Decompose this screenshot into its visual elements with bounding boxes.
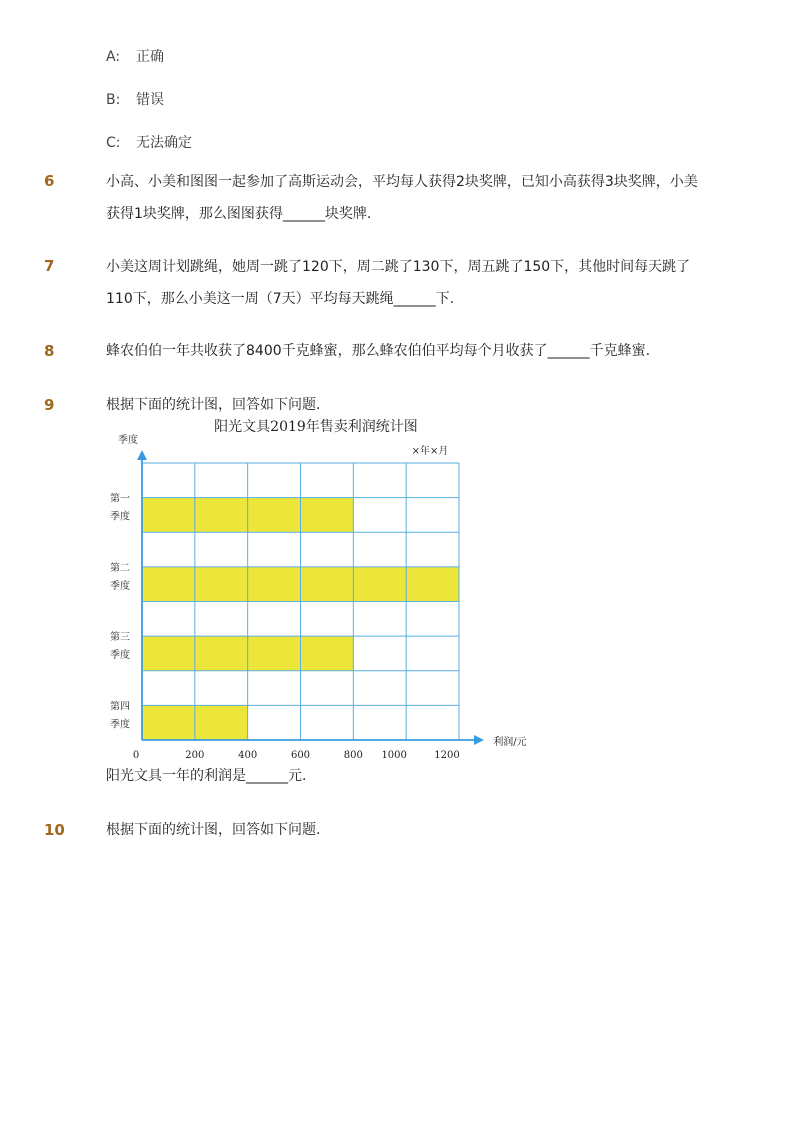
x-axis-label: 利润/元 xyxy=(493,737,527,748)
question-6-line1: 小高、小美和图图一起参加了高斯运动会，平均每人获得2块奖牌，已知小高获得3块奖牌，小美 xyxy=(106,174,698,190)
question-6-text xyxy=(106,166,726,230)
chart-title: 阳光文具2019年售卖利润统计图 xyxy=(214,419,418,435)
question-9-answer-line xyxy=(106,760,726,792)
x-tick-label: 600 xyxy=(290,750,311,761)
question-8-line1: 蜂农伯伯一年共收获了8400千克蜂蜜，那么蜂农伯伯平均每个月收获了______千克蜂蜜. xyxy=(106,343,651,359)
question-8-number: 8 xyxy=(44,342,55,360)
category-label-q3-line2: 季度 xyxy=(110,650,130,662)
x-tick-label: 200 xyxy=(185,750,205,761)
option-a-letter: A: xyxy=(106,49,121,65)
category-label-q2-line2: 季度 xyxy=(110,580,130,592)
question-9-line1: 根据下面的统计图，回答如下问题. xyxy=(106,397,321,413)
question-9-number: 9 xyxy=(44,396,55,414)
option-c-letter: C: xyxy=(106,135,121,151)
option-b-text: 错误 xyxy=(136,92,164,108)
profit-bar-chart xyxy=(100,414,550,764)
option-a[interactable] xyxy=(106,46,164,66)
x-tick-label: 0 xyxy=(132,750,140,761)
question-7-line2: 110下，那么小美这一周（7天）平均每天跳绳______下. xyxy=(106,291,455,307)
option-c-text: 无法确定 xyxy=(136,135,192,151)
option-c[interactable] xyxy=(106,132,192,152)
x-tick-label: 1200 xyxy=(434,750,460,761)
question-10-line1: 根据下面的统计图，回答如下问题. xyxy=(106,822,321,838)
x-tick-label: 400 xyxy=(238,750,258,761)
y-axis-label: 季度 xyxy=(118,435,138,446)
x-tick-label: 1000 xyxy=(381,750,407,761)
question-6-line2: 获得1块奖牌，那么图图获得______块奖牌. xyxy=(106,206,372,222)
option-b-letter: B: xyxy=(106,92,121,108)
category-label-q3-line1: 第三 xyxy=(110,632,130,644)
category-label-q1-line1: 第一 xyxy=(110,493,130,505)
category-label-q4-line1: 第四 xyxy=(110,701,130,713)
question-7-text xyxy=(106,251,726,315)
category-label-q2-line1: 第二 xyxy=(110,562,130,574)
option-b[interactable] xyxy=(106,89,164,109)
y-axis-arrow-icon xyxy=(137,450,147,460)
category-label-q4-line2: 季度 xyxy=(110,719,130,731)
question-7-line1: 小美这周计划跳绳，她周一跳了120下，周二跳了130下，周五跳了150下，其他时间每天跳了 xyxy=(106,259,691,275)
option-a-text: 正确 xyxy=(136,49,164,65)
category-label-q1-line2: 季度 xyxy=(110,511,130,523)
question-8-text xyxy=(106,335,726,367)
question-10-number: 10 xyxy=(44,821,65,839)
question-9-after: 阳光文具一年的利润是______元. xyxy=(106,768,307,784)
x-tick-label: 800 xyxy=(343,750,363,761)
x-axis-arrow-icon xyxy=(474,735,484,745)
question-10-text xyxy=(106,814,726,846)
question-7-number: 7 xyxy=(44,257,55,275)
question-6-number: 6 xyxy=(44,172,55,190)
chart-subtitle: ×年×月 xyxy=(411,446,449,457)
